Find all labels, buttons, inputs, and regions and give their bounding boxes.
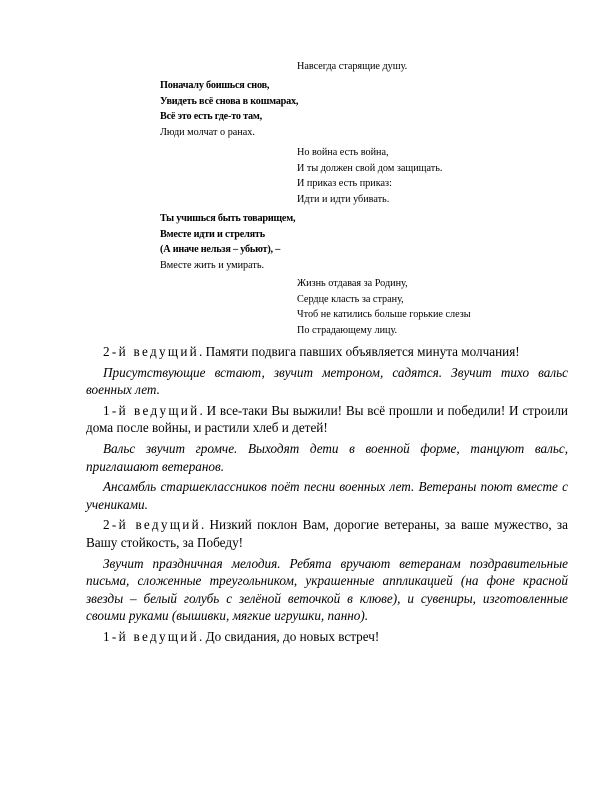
- speaker-text: . До свидания, до новых встреч!: [199, 628, 380, 644]
- poem-line: Всё это есть где-то там,: [160, 111, 263, 123]
- stage-direction: Ансамбль старшеклассников поёт песни военных лет. Ветераны поют вместе с учениками.: [86, 479, 568, 512]
- poem-line: Идти и идти убивать.: [297, 193, 390, 205]
- stage-direction: Звучит праздничная мелодия. Ребята вручают ветеранам поздравительные письма, сложенные треугольником, украшенные аппликацией (на фоне красной звезды – белый голубь с зелёной веточкой в клюве), и сувениры, изготовленные своими руками (вышивки, мягкие игрушки, панно).: [86, 555, 568, 624]
- poem-line: Увидеть всё снова в кошмарах,: [160, 95, 299, 107]
- poem-stanza-2: [297, 145, 442, 207]
- speaker-label: 2-й ведущий: [103, 344, 200, 359]
- poem-line: И приказ есть приказ:: [297, 178, 392, 190]
- poem-line: И ты должен свой дом защищать.: [297, 162, 443, 174]
- poem-stanza-4: [297, 276, 471, 338]
- poem-line: Навсегда старящие душу.: [297, 61, 408, 72]
- poem-line: Жизнь отдавая за Родину,: [297, 278, 408, 289]
- speaker-line: [86, 343, 568, 361]
- poem-line: Люди молчат о ранах.: [160, 126, 255, 138]
- poem-line: Вместе идти и стрелять: [160, 228, 265, 240]
- speaker-label: 2-й ведущий: [103, 517, 201, 533]
- poem-line: (А иначе нельзя – убьют), –: [160, 244, 281, 256]
- poem-stanza-0: [297, 59, 407, 75]
- speaker-line: [86, 516, 568, 551]
- speaker-text: . Низкий поклон Вам, дорогие ветераны, за ваше мужество, за Вашу стойкость, за Победу!: [86, 517, 568, 550]
- poem-line: Вместе жить и умирать.: [160, 259, 265, 271]
- poem-line: Но война есть война,: [297, 147, 389, 158]
- speaker-line: [86, 628, 568, 646]
- poem-line: Поначалу боишься снов,: [160, 80, 270, 91]
- poem-stanza-3: [160, 211, 295, 273]
- stage-direction: Присутствующие встают, звучит метроном, садятся. Звучит тихо вальс военных лет.: [86, 364, 568, 398]
- script-body: [86, 343, 568, 649]
- poem-line: Ты учишься быть товарищем,: [160, 213, 296, 224]
- speaker-text: . Памяти подвига павших объявляется минута молчания!: [199, 344, 520, 359]
- speaker-label: 1-й ведущий: [103, 628, 200, 644]
- poem-stanza-1: [160, 78, 298, 140]
- speaker-label: 1-й ведущий: [103, 402, 200, 418]
- speaker-text: . И все-таки Вы выжили! Вы всё прошли и победили! И строили дома после войны, и растили хлеб и детей!: [86, 402, 568, 436]
- speaker-line: [86, 402, 568, 437]
- poem-line: Чтоб не катились больше горькие слезы: [297, 309, 471, 321]
- poem-line: По страдающему лицу.: [297, 324, 398, 336]
- poem-line: Сердце класть за страну,: [297, 293, 404, 305]
- stage-direction: Вальс звучит громче. Выходят дети в военной форме, танцуют вальс, приглашают ветеранов.: [86, 440, 568, 474]
